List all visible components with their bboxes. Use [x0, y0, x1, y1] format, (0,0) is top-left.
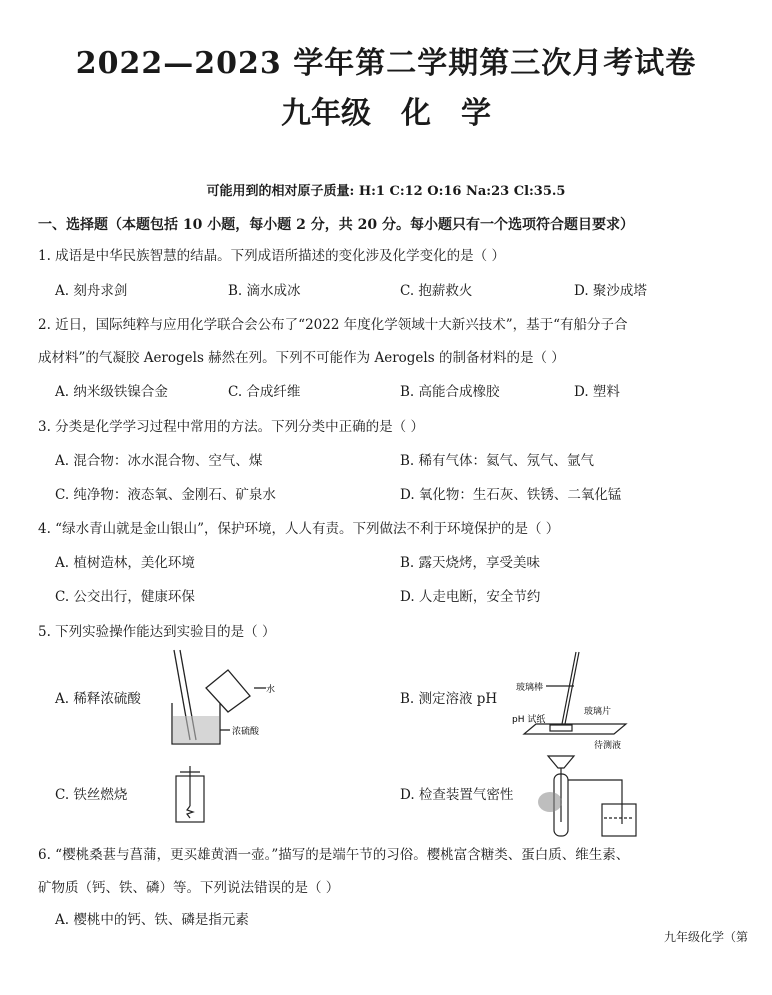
glass-plate [524, 724, 626, 734]
exam-title: 2022—2023 学年第二学期第三次月考试卷 [75, 46, 697, 81]
q1-option-c: C. 抱薪救火 [400, 283, 473, 299]
label-conc-acid: 浓硫酸 [232, 727, 260, 737]
q5-option-b: B. 测定溶液 pH [400, 691, 498, 707]
diagram-airtightness [540, 752, 640, 838]
exam-subtitle: 九年级 化 学 [281, 96, 491, 131]
q1-option-a: A. 刻舟求剑 [55, 283, 128, 299]
q2-option-b: B. 高能合成橡胶 [400, 384, 500, 400]
q1-option-d: D. 聚沙成塔 [574, 283, 647, 299]
q4-option-d: D. 人走电断，安全节约 [400, 589, 541, 605]
q3-option-a: A. 混合物：冰水混合物、空气、煤 [55, 453, 263, 469]
q5-stem: 5. 下列实验操作能达到实验目的是（ ） [38, 624, 276, 640]
hand-icon [538, 792, 562, 812]
q2-option-a: A. 纳米级铁镍合金 [55, 384, 168, 400]
q2-stem-line2: 成材料”的气凝胶 Aerogels 赫然在列。下列不可能作为 Aerogels 的制备材料的是（ ） [38, 350, 565, 366]
q5-option-c: C. 铁丝燃烧 [55, 787, 128, 803]
atomic-masses: 可能用到的相对原子质量: H:1 C:12 O:16 Na:23 Cl:35.5 [206, 184, 566, 199]
q2-stem-line1: 2. 近日，国际纯粹与应用化学联合会公布了“2022 年度化学领域十大新兴技术”，基于“有船分子合 [38, 317, 628, 333]
q4-option-b: B. 露天烧烤，享受美味 [400, 555, 541, 571]
q5-option-d: D. 检查装置气密性 [400, 787, 514, 803]
glass-rod [562, 652, 576, 724]
q2-option-c: C. 合成纤维 [228, 384, 301, 400]
q2-option-d: D. 塑料 [574, 384, 620, 400]
q1-stem: 1. 成语是中华民族智慧的结晶。下列成语所描述的变化涉及化学变化的是（ ） [38, 248, 505, 264]
q5-option-a: A. 稀释浓硫酸 [55, 691, 141, 707]
q6-option-a: A. 樱桃中的钙、铁、磷是指元素 [55, 912, 249, 928]
label-glass-rod: 玻璃棒 [516, 683, 544, 693]
diagram-ph-test [510, 650, 640, 751]
label-test-liquid: 待测液 [594, 741, 622, 751]
diagram-dilute-acid [158, 648, 288, 748]
q3-option-c: C. 纯净物：液态氧、金刚石、矿泉水 [55, 487, 276, 503]
q3-option-b: B. 稀有气体：氦气、氖气、氩气 [400, 453, 595, 469]
q6-stem-line1: 6. “樱桃桑葚与菖蒲，更买雄黄酒一壶。”描写的是端午节的习俗。樱桃富含糖类、蛋白质、维生素、 [38, 847, 630, 863]
q3-option-d: D. 氧化物：生石灰、铁锈、二氧化锰 [400, 487, 622, 503]
q4-option-c: C. 公交出行，健康环保 [55, 589, 195, 605]
q4-option-a: A. 植树造林，美化环境 [55, 555, 195, 571]
water-beaker [602, 804, 636, 836]
label-glass-plate: 玻璃片 [584, 707, 612, 717]
pouring-beaker [206, 670, 250, 712]
q6-stem-line2: 矿物质（钙、铁、磷）等。下列说法错误的是（ ） [38, 880, 340, 896]
q4-stem: 4. “绿水青山就是金山银山”，保护环境，人人有责。下列做法不利于环境保护的是（ ） [38, 521, 560, 537]
page-footer: 九年级化学（第 [664, 930, 749, 944]
funnel [548, 756, 574, 768]
diagram-iron-burning [170, 766, 210, 826]
label-ph-paper: pH 试纸 [512, 715, 546, 725]
label-water: 水 [266, 685, 276, 695]
q3-stem: 3. 分类是化学学习过程中常用的方法。下列分类中正确的是（ ） [38, 419, 424, 435]
section-heading: 一、选择题（本题包括 10 小题，每小题 2 分，共 20 分。每小题只有一个选项符合题目要求） [38, 217, 634, 233]
q1-option-b: B. 滴水成冰 [228, 283, 301, 299]
